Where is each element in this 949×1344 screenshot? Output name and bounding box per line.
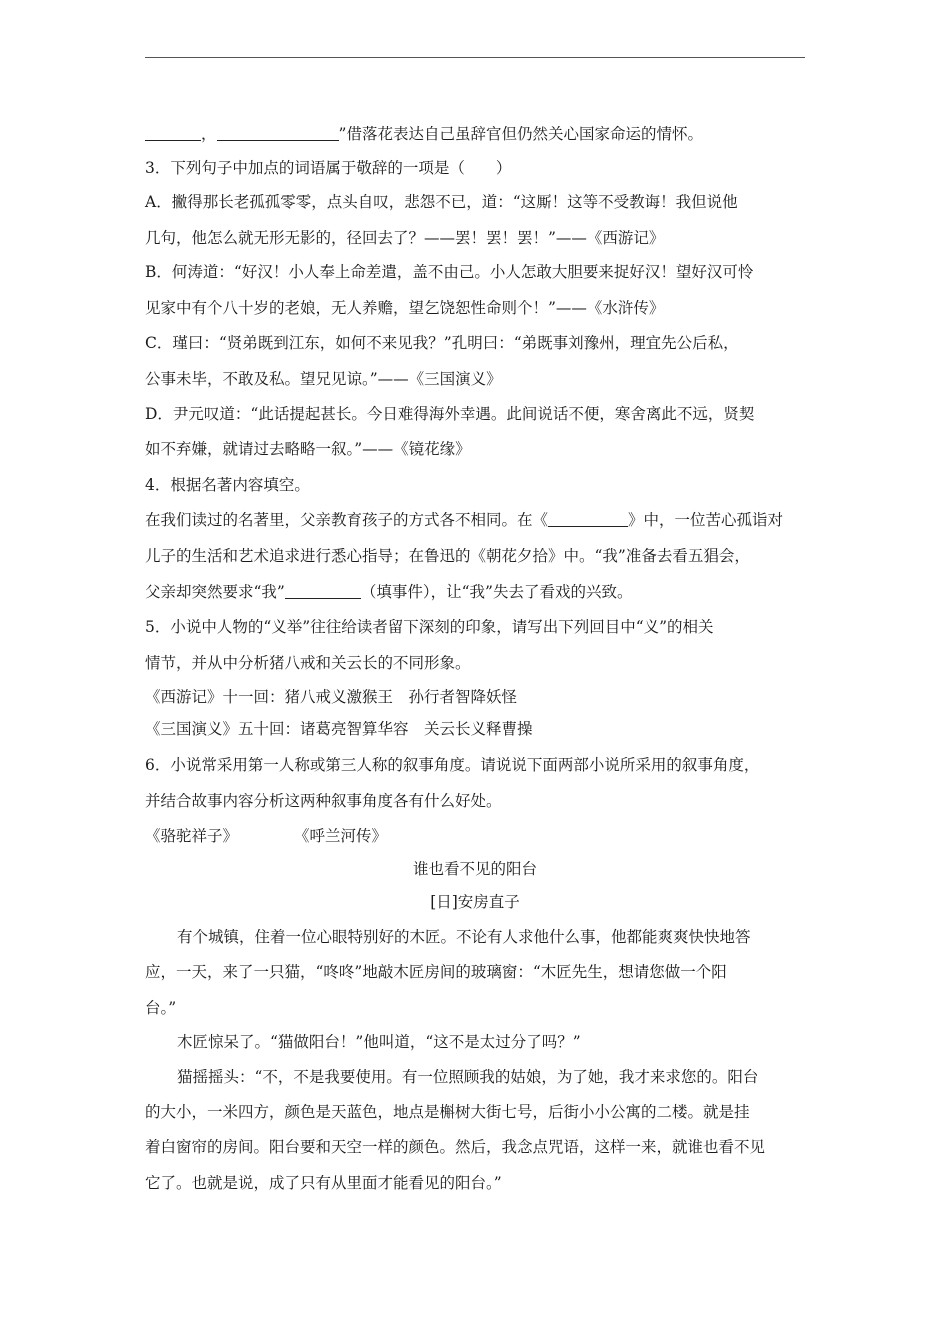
- book-hulanhezhuan: 《呼兰河传》: [294, 827, 388, 845]
- q3-option-c-cont: 公事未毕，不敢及私。望兄见谅。”——《三国演义》: [145, 370, 502, 388]
- q6-books: [145, 826, 810, 846]
- q3-option-c: C．瑾曰：“贤弟既到江东，如何不来见我？”孔明曰：“弟既事刘豫州，理宜先公后私，: [145, 334, 739, 352]
- story-author: [日]安房直子: [430, 893, 520, 911]
- answer-blank[interactable]: [548, 510, 628, 527]
- story-paragraph-1-cont: 应，一天，来了一只猫，“咚咚”地敲木匠房间的玻璃窗：“木匠先生，想请您做一个阳: [145, 963, 727, 981]
- q6-stem-cont: 并结合故事内容分析这两种叙事角度各有什么好处。: [145, 792, 502, 810]
- story-paragraph-3-end: 它了。也就是说，成了只有从里面才能看见的阳台。”: [145, 1174, 502, 1192]
- q3-option-d: D．尹元叹道：“此话提起甚长。今日难得海外幸遇。此间说话不便，寒舍离此不远，贤契: [145, 405, 755, 423]
- q5-stem: 5．小说中人物的“义举”往往给读者留下深刻的印象，请写出下列回目中“义”的相关: [145, 618, 714, 636]
- q6-stem: 6．小说常采用第一人称或第三人称的叙事角度。请说说下面两部小说所采用的叙事角度，: [145, 756, 760, 774]
- q3-stem: 3．下列句子中加点的词语属于敬辞的一项是（ ）: [145, 159, 512, 177]
- story-paragraph-3: 猫摇摇头：“不，不是我要使用。有一位照顾我的姑娘，为了她，我才来求您的。阳台: [177, 1068, 759, 1086]
- answer-blank[interactable]: [145, 124, 201, 141]
- q3-option-a: A．撇得那长老孤孤零零，点头自叹，悲怨不已，道：“这厮！这等不受教诲！我但说他: [145, 193, 738, 211]
- q5-chapter-sanguo: 《三国演义》五十回：诸葛亮智算华容 关云长义释曹操: [145, 720, 533, 738]
- story-paragraph-3-cont: 的大小，一米四方，颜色是天蓝色，地点是槲树大街七号，后街小小公寓的二楼。就是挂: [145, 1103, 750, 1121]
- header-rule: [145, 57, 805, 58]
- q3-option-a-cont: 几句，他怎么就无形无影的，径回去了？——罢！罢！罢！”——《西游记》: [145, 229, 665, 247]
- q4-line-1: 在我们读过的名著里，父亲教育孩子的方式各不相同。在《 》中，一位苦心孤诣对: [145, 511, 784, 529]
- q4-line-3: 父亲却突然要求“我” （填事件），让“我”失去了看戏的兴致。: [145, 583, 633, 601]
- story-paragraph-1-end: 台。”: [145, 999, 177, 1017]
- answer-blank[interactable]: [285, 582, 361, 599]
- q3-option-d-cont: 如不弃嫌，就请过去略略一叙。”——《镜花缘》: [145, 440, 471, 458]
- story-paragraph-2: 木匠惊呆了。“猫做阳台！”他叫道，“这不是太过分了吗？”: [177, 1033, 581, 1051]
- story-paragraph-3-cont: 着白窗帘的房间。阳台要和天空一样的颜色。然后，我念点咒语，这样一来，就谁也看不见: [145, 1138, 766, 1156]
- story-paragraph-1: 有个城镇，住着一位心眼特别好的木匠。不论有人求他什么事，他都能爽爽快快地答: [177, 928, 751, 946]
- q4-line-2: 儿子的生活和艺术追求进行悉心指导；在鲁迅的《朝花夕拾》中。“我”准备去看五猖会，: [145, 547, 750, 565]
- story-title: 谁也看不见的阳台: [412, 860, 537, 878]
- q5-stem-cont: 情节，并从中分析猪八戒和关云长的不同形象。: [145, 654, 471, 672]
- q3-option-b: B．何涛道：“好汉！小人奉上命差遣，盖不由己。小人怎敢大胆要来捉好汉！望好汉可怜: [145, 263, 754, 281]
- q5-chapter-xiyouji: 《西游记》十一回：猪八戒义激猴王 孙行者智降妖怪: [145, 688, 518, 706]
- q2-answer-line: ， ”借落花表达自己虽辞官但仍然关心国家命运的情怀。: [145, 124, 810, 144]
- q4-stem: 4．根据名著内容填空。: [145, 476, 310, 494]
- q3-option-b-cont: 见家中有个八十岁的老娘，无人养赡，望乞饶恕性命则个！”——《水浒传》: [145, 299, 665, 317]
- answer-blank[interactable]: [217, 124, 339, 141]
- book-luotuoxiangzi: 《骆驼祥子》: [145, 827, 239, 845]
